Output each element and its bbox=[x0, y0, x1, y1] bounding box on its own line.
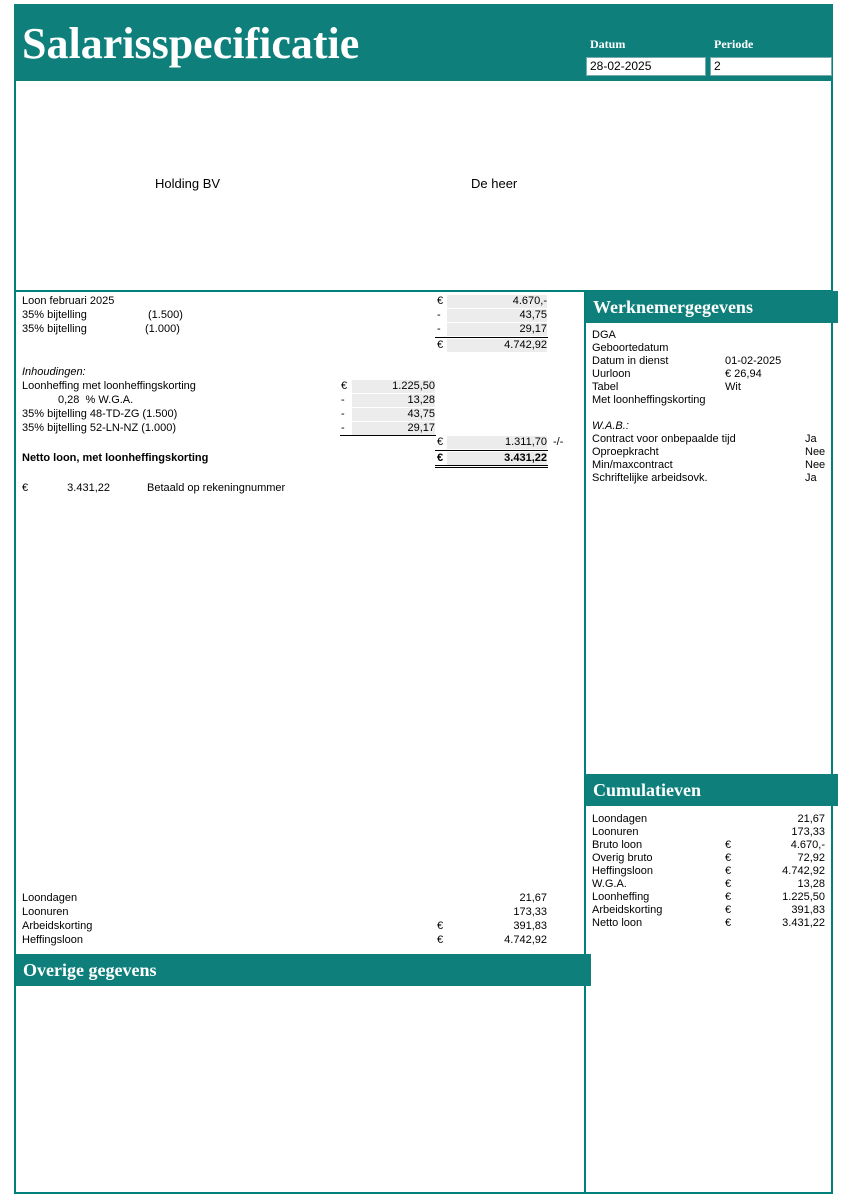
total-sign: € bbox=[437, 920, 444, 932]
address-block bbox=[16, 81, 831, 292]
inhouding-row-label: 35% bijtelling 52-LN-NZ (1.000) bbox=[22, 422, 177, 434]
periode-field[interactable]: 2 bbox=[710, 57, 832, 76]
cum-value: 4.742,92 bbox=[782, 865, 825, 877]
loon-row-sign: - bbox=[437, 323, 441, 335]
loon-row-value: 43,75 bbox=[447, 309, 547, 322]
cum-value: 1.225,50 bbox=[782, 891, 825, 903]
wab-row-label: Schriftelijke arbeidsovk. bbox=[592, 472, 708, 484]
werknemer-value: € 26,94 bbox=[725, 368, 762, 380]
cum-label: Arbeidskorting bbox=[592, 904, 663, 916]
total-value: 4.742,92 bbox=[504, 934, 547, 946]
inhouding-row-value: 1.225,50 bbox=[352, 380, 435, 393]
cum-value: 72,92 bbox=[797, 852, 825, 864]
cum-sign: € bbox=[725, 865, 732, 877]
loon-subtotal-value: 4.742,92 bbox=[447, 339, 547, 352]
netto-sign: € bbox=[437, 452, 444, 464]
werknemer-label: Datum in dienst bbox=[592, 355, 669, 367]
total-value: 21,67 bbox=[519, 892, 547, 904]
werknemer-label: Geboortedatum bbox=[592, 342, 669, 354]
page-title: Salarisspecificatie bbox=[22, 19, 360, 68]
cum-value: 13,28 bbox=[797, 878, 825, 890]
cum-value: 391,83 bbox=[791, 904, 825, 916]
wab-label: W.A.B.: bbox=[592, 420, 629, 432]
loon-subtotal-sign: € bbox=[437, 339, 444, 351]
inhouding-row-value: 43,75 bbox=[352, 408, 435, 421]
company-name: Holding BV bbox=[155, 176, 221, 191]
cum-sign: € bbox=[725, 917, 732, 929]
cum-label: Heffingsloon bbox=[592, 865, 653, 877]
cum-label: Loonuren bbox=[592, 826, 639, 838]
werknemer-header: Werknemergegevens bbox=[586, 291, 838, 323]
inhoudingen-total-sign: € bbox=[437, 436, 444, 448]
cum-label: Loonheffing bbox=[592, 891, 650, 903]
total-label: Loondagen bbox=[22, 892, 78, 904]
cum-sign: € bbox=[725, 891, 732, 903]
cum-value: 4.670,- bbox=[790, 839, 825, 851]
loon-row-extra: (1.000) bbox=[145, 323, 180, 335]
cum-label: Bruto loon bbox=[592, 839, 643, 851]
loon-row-sign: - bbox=[437, 309, 441, 321]
inhoudingen-rule bbox=[340, 435, 436, 436]
inhouding-row-sign: € bbox=[341, 380, 348, 392]
inhoudingen-label: Inhoudingen: bbox=[22, 366, 86, 378]
datum-field[interactable]: 28-02-2025 bbox=[586, 57, 706, 76]
cum-value: 21,67 bbox=[797, 813, 825, 825]
inhoudingen-total-suffix: -/- bbox=[553, 436, 564, 448]
werknemer-value: 01-02-2025 bbox=[725, 355, 782, 367]
werknemer-label: Tabel bbox=[592, 381, 619, 393]
column-divider bbox=[584, 290, 586, 1194]
wab-row-label: Oproepkracht bbox=[592, 446, 659, 458]
betaald-value: 3.431,22 bbox=[67, 482, 110, 494]
inhouding-row-label: Loonheffing met loonheffingskorting bbox=[22, 380, 196, 392]
wab-row-label: Min/maxcontract bbox=[592, 459, 673, 471]
netto-value: 3.431,22 bbox=[447, 452, 547, 465]
werknemer-value: Wit bbox=[725, 381, 741, 393]
cum-label: Overig bruto bbox=[592, 852, 653, 864]
betaald-label: Betaald op rekeningnummer bbox=[147, 482, 286, 494]
total-label: Loonuren bbox=[22, 906, 69, 918]
loon-row-value: 4.670,- bbox=[447, 295, 547, 308]
loon-row-label: Loon februari 2025 bbox=[22, 295, 115, 307]
werknemer-label: Uurloon bbox=[592, 368, 631, 380]
inhouding-row-label: 0,28 % W.G.A. bbox=[58, 394, 134, 406]
wab-row-value: Nee bbox=[805, 459, 826, 471]
total-value: 391,83 bbox=[513, 920, 547, 932]
werknemer-label: DGA bbox=[592, 329, 616, 341]
inhoudingen-total-value: 1.311,70 bbox=[447, 436, 547, 449]
inhouding-row-label: 35% bijtelling 48-TD-ZG (1.500) bbox=[22, 408, 178, 420]
inhouding-row-sign: - bbox=[341, 394, 345, 406]
loon-row-label: 35% bijtelling bbox=[22, 323, 87, 335]
total-label: Heffingsloon bbox=[22, 934, 83, 946]
netto-top-rule bbox=[435, 450, 548, 451]
total-value: 173,33 bbox=[513, 906, 547, 918]
cum-sign: € bbox=[725, 878, 732, 890]
werknemer-label: Met loonheffingskorting bbox=[592, 394, 706, 406]
periode-label: Periode bbox=[714, 37, 754, 51]
cumulatieven-header: Cumulatieven bbox=[586, 774, 838, 806]
overige-header: Overige gegevens bbox=[16, 954, 591, 986]
subtotal-rule bbox=[435, 337, 548, 338]
inhouding-row-value: 29,17 bbox=[352, 422, 435, 435]
wab-row-value: Ja bbox=[805, 433, 817, 445]
datum-label: Datum bbox=[590, 37, 626, 51]
cum-label: Netto loon bbox=[592, 917, 643, 929]
loon-row-sign: € bbox=[437, 295, 444, 307]
wab-row-label: Contract voor onbepaalde tijd bbox=[592, 433, 736, 445]
betaald-sign: € bbox=[22, 482, 29, 494]
cum-sign: € bbox=[725, 839, 732, 851]
total-label: Arbeidskorting bbox=[22, 920, 93, 932]
inhouding-row-sign: - bbox=[341, 422, 345, 434]
cum-value: 173,33 bbox=[791, 826, 825, 838]
inhouding-row-sign: - bbox=[341, 408, 345, 420]
loon-row-label: 35% bijtelling bbox=[22, 309, 87, 321]
recipient-salutation: De heer bbox=[471, 176, 518, 191]
cum-label: W.G.A. bbox=[592, 878, 627, 890]
total-sign: € bbox=[437, 934, 444, 946]
cum-label: Loondagen bbox=[592, 813, 648, 825]
loon-row-extra: (1.500) bbox=[148, 309, 183, 321]
cum-sign: € bbox=[725, 852, 732, 864]
cum-sign: € bbox=[725, 904, 732, 916]
loon-row-value: 29,17 bbox=[447, 323, 547, 336]
netto-double-rule bbox=[435, 465, 548, 468]
cum-value: 3.431,22 bbox=[782, 917, 825, 929]
netto-label: Netto loon, met loonheffingskorting bbox=[22, 452, 209, 464]
inhouding-row-value: 13,28 bbox=[352, 394, 435, 407]
wab-row-value: Ja bbox=[805, 472, 817, 484]
wab-row-value: Nee bbox=[805, 446, 826, 458]
